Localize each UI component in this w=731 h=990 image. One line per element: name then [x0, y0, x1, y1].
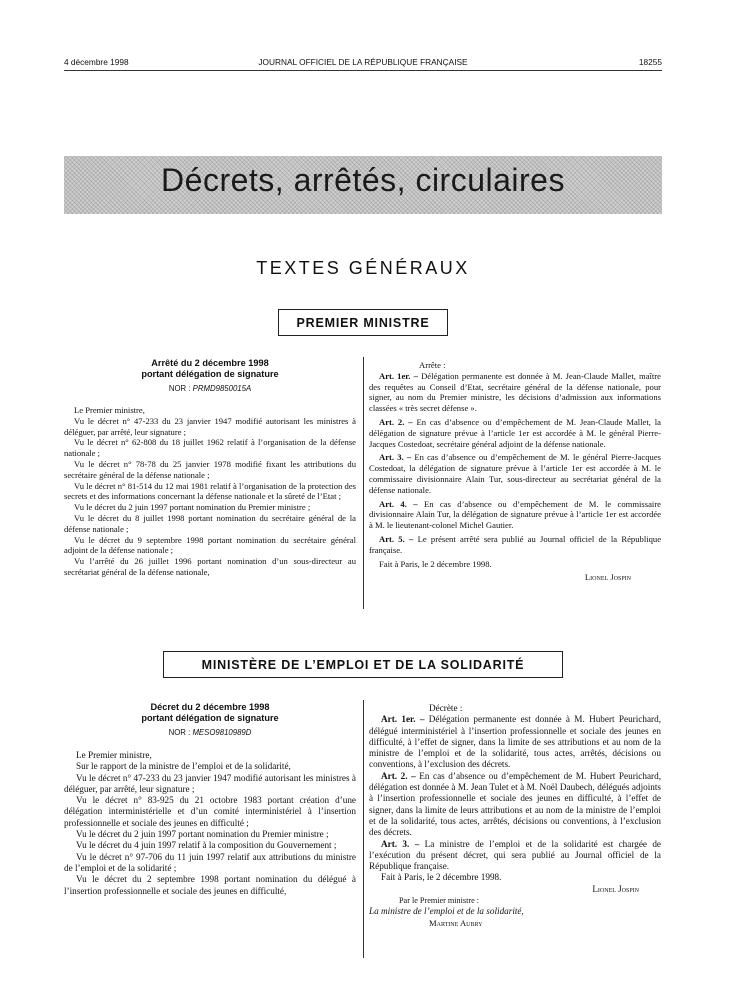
article: [369, 534, 661, 556]
visa: Vu le décret du 8 juillet 1998 portant nomination du secrétaire général de la défense nationale ;: [64, 512, 356, 534]
nor-label: NOR :: [168, 728, 191, 737]
decret-title: [64, 702, 356, 723]
arrete-title-line2: portant délégation de signature: [141, 368, 279, 379]
section-banner: [64, 156, 662, 214]
visa: Vu le décret du 4 juin 1997 relatif à la composition du Gouvernement ;: [76, 840, 337, 851]
article-label: Art. 1er. –: [379, 370, 418, 381]
visa: Vu le décret n° 62-808 du 18 juillet 1962 relatif à l’organisation de la défense nationale ;: [64, 437, 356, 459]
arrete-label: Arrête :: [419, 360, 446, 370]
article: [369, 771, 661, 839]
nor-code: PRMD9850015A: [192, 384, 252, 393]
arrete-nor: [64, 384, 356, 393]
column-divider: [363, 357, 364, 609]
visa: Sur le rapport de la ministre de l’emploi et de la solidarité,: [76, 761, 291, 772]
article: [369, 499, 661, 531]
visa: Vu le décret du 2 juin 1997 portant nomination du Premier ministre ;: [76, 829, 329, 840]
par-premier-ministre: Par le Premier ministre :: [399, 896, 480, 906]
article: [369, 452, 661, 495]
article-label: Art. 5. –: [379, 533, 414, 544]
article-label: Art. 3. –: [381, 838, 420, 849]
arrete-left-column: [64, 358, 356, 578]
fait-a-paris: Fait à Paris, le 2 décembre 1998.: [381, 872, 502, 883]
issue-date: 4 décembre 1998: [64, 57, 129, 67]
article-text: En cas d’absence ou d’empêchement de M. Hubert Peurichard, délégation est donnée à M. Jean Tulet et à M. Noël Daubech, délégués adjoints à l’insertion professionnelle et sociale des jeunes en difficulté, à l’effet de signer, dans la limite de leurs attributions et au nom de la ministre de l’emploi et de la solidarité, tous actes, arrêtés, décisions ou conventions, à l’exclusion des décrets.: [369, 770, 662, 838]
ministry-heading-emploi: MINISTÈRE DE L’EMPLOI ET DE LA SOLIDARITÉ: [163, 651, 563, 678]
nor-label: NOR :: [168, 384, 191, 393]
banner-title: Décrets, arrêtés, circulaires: [161, 162, 565, 198]
arrete-title: [64, 358, 356, 379]
ministre-signature: Martine Aubry: [429, 917, 483, 928]
article-label: Art. 2. –: [379, 416, 413, 427]
decret-left-column: [64, 702, 356, 897]
article: [369, 417, 661, 449]
article: [369, 714, 661, 770]
visa: Vu le décret n° 97-706 du 11 juin 1997 relatif aux attributions du ministre de l’emploi et de la solidarité ;: [64, 851, 356, 873]
arrete-title-line1: Arrêté du 2 décembre 1998: [151, 358, 269, 368]
article-text: Délégation permanente est donnée à M. Hubert Peurichard, délégué interministériel à l’insertion professionnelle et sociale des jeunes en difficulté, à l’effet de signer, dans la limite de ses attributions et au nom de la ministre de l’emploi et de la solidarité, tous actes, arrêtés, décisions ou conventions, à l’exclusion des décrets.: [369, 714, 661, 770]
column-divider: [363, 700, 364, 958]
article-label: Art. 4. –: [379, 498, 418, 509]
arrete-intro: Le Premier ministre,: [74, 405, 145, 415]
article-label: Art. 1er. –: [381, 714, 425, 725]
decret-title-line1: Décret du 2 décembre 1998: [150, 702, 270, 712]
article-text: Le présent arrêté sera publié au Journal officiel de la République française.: [369, 533, 662, 555]
article: [369, 839, 661, 873]
nor-code: MESO9810989D: [192, 728, 252, 737]
visa: Vu l’arrêté du 26 juillet 1996 portant nomination d’un sous-directeur au secrétariat général de la défense nationale,: [64, 556, 356, 577]
visa: Vu le décret n° 81-514 du 12 mai 1981 relatif à l’organisation de la protection des secrets et des informations concernant la défense nationale et la sûreté de l’Etat ;: [64, 480, 356, 502]
header-rule: [64, 70, 662, 71]
arrete-visas: [64, 405, 356, 578]
section-title: TEXTES GÉNÉRAUX: [256, 258, 470, 278]
arrete-right-column: [369, 360, 661, 583]
article: [369, 371, 661, 414]
decret-nor: [64, 728, 356, 737]
article-text: La ministre de l’emploi et de la solidarité est chargée de l’exécution du présent décret, qui sera publié au Journal officiel de la République française.: [369, 838, 661, 872]
visa: Vu le décret n° 47-233 du 23 janvier 1947 modifié autorisant les ministres à déléguer, par arrêté, leur signature ;: [64, 772, 356, 794]
decret-visas: [64, 750, 356, 897]
visa: Vu le décret n° 47-233 du 23 janvier 1947 modifié autorisant les ministres à déléguer, par arrêté, leur signature ;: [64, 415, 356, 437]
article-text: En cas d’absence ou d’empêchement de M. le commissaire divisionnaire Alain Tur, la délégation de signature prévue à l’article 1er est accordée à M. le lieutenant-colonel Michel Gautier.: [369, 498, 661, 531]
article-text: Délégation permanente est donnée à M. Jean-Claude Mallet, maître des requêtes au Conseil d’Etat, secrétaire général de la défense nationale, pour signer, au nom du Premier ministre, les décisions d’admission aux informations classées « très secret défense ».: [369, 370, 661, 414]
signature: Lionel Jospin: [584, 572, 631, 583]
visa: Vu le décret n° 83-925 du 21 octobre 1983 portant création d’une délégation interministérielle et d’un comité interministériel à l’insertion professionnelle et sociale des jeunes en difficulté ;: [64, 795, 356, 828]
fait-a-paris: Fait à Paris, le 2 décembre 1998.: [379, 558, 492, 569]
decrete-label: Décrète :: [429, 703, 463, 713]
article-label: Art. 3. –: [379, 452, 412, 463]
signature: Lionel Jospin: [592, 883, 639, 894]
visa: Vu le décret du 9 septembre 1998 portant nomination du secrétaire général adjoint de la défense nationale ;: [64, 534, 356, 556]
visa: Vu le décret n° 78-78 du 25 janvier 1978 modifié fixant les attributions du secrétaire général de la défense nationale ;: [64, 458, 356, 480]
article-label: Art. 2. –: [381, 770, 416, 781]
decret-right-column: [369, 703, 661, 929]
visa: Vu le décret du 2 juin 1997 portant nomination du Premier ministre ;: [74, 502, 311, 513]
article-text: En cas d’absence ou d’empêchement de M. Jean-Claude Mallet, la délégation de signature prévue à l’article 1er est accordée à M. le général Pierre-Jacques Costedoat, secrétaire général adjoint de la défense nationale.: [369, 416, 661, 449]
visa: Vu le décret du 2 septembre 1998 portant nomination du délégué à l’insertion professionnelle et sociale des jeunes en difficulté,: [64, 874, 356, 896]
article-text: En cas d’absence ou d’empêchement de M. le général Pierre-Jacques Costedoat, la délégation de signature prévue à l’article 1er est accordée à M. le commissaire divisionnaire Alain Tur, sous-directeur au secrétariat général de la défense nationale.: [369, 452, 661, 495]
page-number: 18255: [638, 57, 662, 67]
decret-title-line2: portant délégation de signature: [141, 712, 279, 723]
decret-intro: Le Premier ministre,: [76, 750, 152, 760]
ministre-title: La ministre de l’emploi et de la solidarité,: [369, 906, 524, 917]
ministry-heading-premier: PREMIER MINISTRE: [278, 309, 448, 336]
journal-title: JOURNAL OFFICIEL DE LA RÉPUBLIQUE FRANÇAISE: [258, 57, 468, 67]
